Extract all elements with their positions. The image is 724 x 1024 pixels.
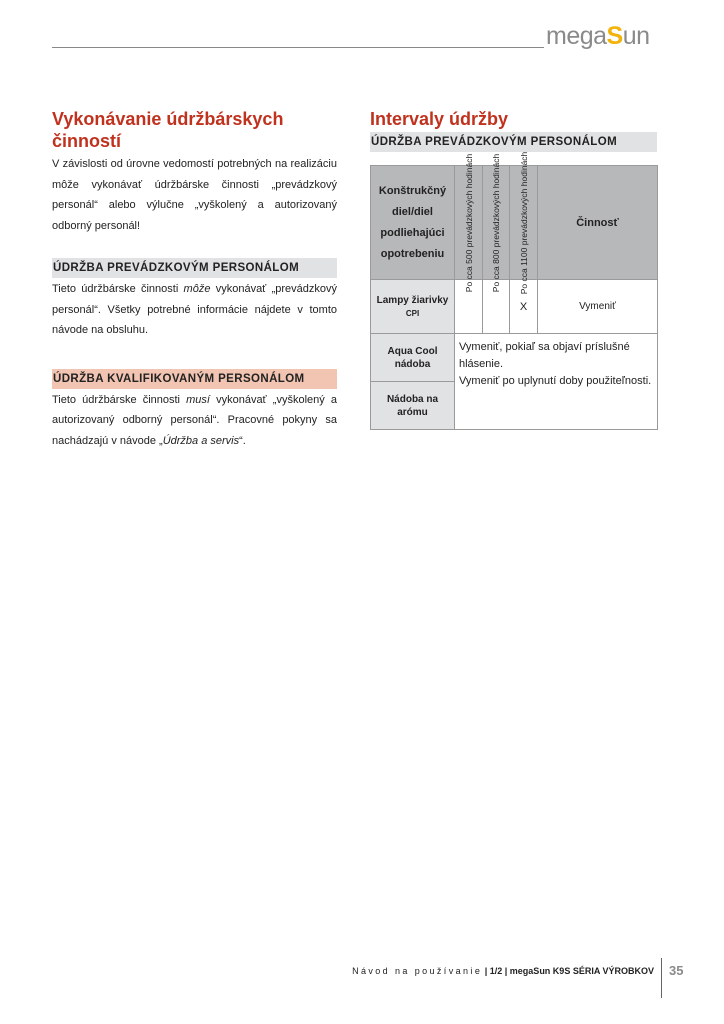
intervals-heading: Intervaly údržby [370, 109, 509, 129]
brand-logo: megaSun [546, 22, 650, 50]
row-activity: Vymeniť [538, 280, 658, 334]
qualified-maintenance-text: Tieto údržbárske činnosti musí vykonávať „vyškolený a autorizovaný odborný personál“. Pracovné pokyny sa nachádzajú v návode „Údržba a servis“. [52, 393, 337, 447]
maintenance-intervals-table [370, 151, 658, 430]
footer-caption: Návod na používanie | 1/2 | megaSun K9S SÉRIA VÝROBKOV [352, 966, 654, 976]
right-column [370, 108, 657, 430]
cell-1100h: X [510, 280, 538, 334]
column-header-500h: Po cca 500 prevádzkových hodinách [455, 166, 483, 280]
table-header-row [371, 166, 658, 280]
row-part-name: Nádoba na arómu [371, 382, 455, 430]
column-header-800h: Po cca 800 prevádzkových hodinách [483, 166, 510, 280]
header-rule [52, 47, 544, 48]
qualified-maintenance-band: ÚDRŽBA KVALIFIKOVANÝM PERSONÁLOM [52, 369, 337, 389]
row-part-name: Lampy žiarivky CPI [371, 280, 455, 334]
table-row [371, 280, 658, 334]
page-number: 35 [669, 963, 684, 978]
left-column [52, 108, 337, 451]
table-row [371, 334, 658, 382]
column-header-part: Konštrukčný diel/diel podliehajúci opotrebeniu [371, 166, 455, 280]
intervals-band: ÚDRŽBA PREVÁDZKOVÝM PERSONÁLOM [370, 132, 657, 152]
row-part-name: Aqua Cool nádoba [371, 334, 455, 382]
operator-maintenance-text: Tieto údržbárske činnosti môže vykonávať „prevádzkový personál“. Všetky potrebné informácie nájdete v tomto návode na obsluhu. [52, 283, 337, 336]
footer-divider [661, 958, 662, 998]
merged-activity-cell: Vymeniť, pokiaľ sa objaví príslušné hlásenie. Vymeniť po uplynutí doby použiteľnosti. [455, 334, 658, 430]
intro-paragraph: V závislosti od úrovne vedomostí potrebných na realizáciu môže vykonávať údržbárske činnosti „prevádzkový personál“ alebo výlučne „vyškolený a autorizovaný odborný personál! [52, 158, 337, 232]
column-header-activity: Činnosť [538, 166, 658, 280]
operator-maintenance-band: ÚDRŽBA PREVÁDZKOVÝM PERSONÁLOM [52, 258, 337, 278]
column-header-1100h: Po cca 1100 prevádzkových hodinách [510, 166, 538, 280]
section-heading: Vykonávanie údržbárskych činností [52, 109, 284, 151]
